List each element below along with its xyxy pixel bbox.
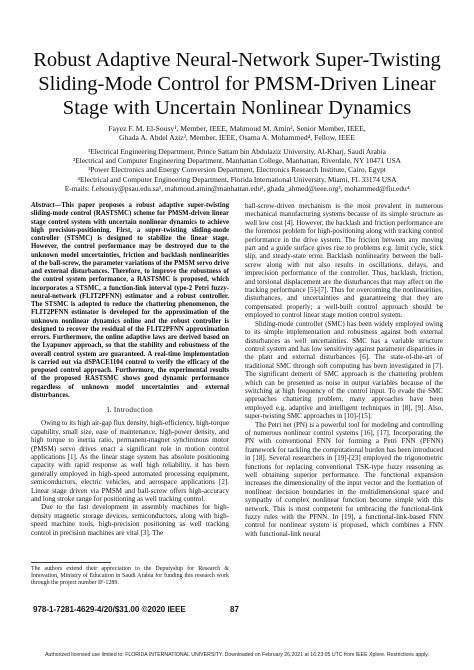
affiliation-list [36, 147, 438, 193]
footnote-divider [31, 562, 111, 563]
section-heading: I. Introduction [106, 406, 154, 414]
funding-footnote: The authors extend their appreciation to the Deputyship for Research & Innovation, Ministry of Education in Saudi Arabia for funding this research work through the project number IF-1289. [31, 566, 229, 587]
author-list [40, 124, 434, 142]
download-notice: Authorized licensed use limited to: FLORIDA INTERNATIONAL UNIVERSITY. Downloaded on February 26,2021 at 16:23:05 UTC from IEEE Xplore. Restrictions apply. [45, 652, 429, 658]
body-paragraph: Due to the fast development in assembly machines for high-density magnetic storage devices, semiconductors, along with high-speed machine tools, high-precision positioning as well tracking control in precision machines are vital [3]. The [31, 503, 229, 537]
body-paragraph: The Petri net (PN) is a powerful tool for modeling and controlling of numerous nonlinear control systems [16], [17]. Incorporating the PN with conventional FNN for forming a Petri FNN (PFNN) framework for tackling the computational burden has been introduced in [18]. Several researchers in [19]-[23] employed the trigonometric functions for replacing conventional TSK-type fuzzy reasoning as well obtaining superior performance. The functional expansion increases the dimensionality of the input vector and the formation of nonlinear decision boundaries in the multidimensional space and sympathy of complex nonlinear function become simple with this network. This is most competent for embracing the functional-link fuzzy rules with the PFNN. In [19], a functional-link-based FNN control for nonlinear system is proposed, which combines a FNN with functional-link neural [245, 420, 443, 538]
right-column [245, 202, 443, 538]
abstract [31, 202, 229, 400]
affiliation-line: ¹Electrical Engineering Department, Prince Sattam bin Abdulaziz University, Al-Kharj, Saudi Arabia [88, 147, 386, 156]
body-paragraph: ball-screw-driven mechanism is the most prevalent in numerous mechanical manufacturing systems because of its simple structure as well low cost [4]. However, the backlash and friction performance are the foremost problem for high-positioning along with tracking control performance in the drive system. The friction between any moving part and a guide surface gives rise to problems e.g. limit cycle, stick slip, and steady-state error. Backlash nonlinearity between the ball-screw along with nut also results in oscillations, delays, and imprecision performance of the controller. Thus, backlash, friction, and torsional displacement are the disturbances that may affect on the tracking performance [5]-[7]. Thus for overcoming the nonlinearities, disturbances, and uncertainties and guaranteeing that they are compensated properly; a well-built control approach should be employed to control linear stage motion control system. [245, 202, 443, 320]
abstract-lead: Abstract [31, 202, 55, 209]
body-paragraph: Owing to its high air-gap flux density, high-efficiency, high-torque capability, small size, ease of maintenance, high-power density, and high torque to inertia ratio, permanent-magnet synchronous motor (PMSM) servo drives enact a significant role in motion control applications [1]. As the linear stage system has absolute positioning capacity with rapid response as well high reliability, it has been generally employed in high-speed automated processing equipment, semiconductors, electric vehicles, and aerospace applications [2]. Linear stage driven via PMSM and ball-screw offers high-accuracy and long stroke range for positioning as well tracking control. [31, 419, 229, 504]
affiliation-line: ⁴Electrical and Computer Engineering Department, Florida International University, Miami, FL 33174 USA [77, 174, 397, 184]
page-number: 87 [230, 605, 239, 614]
left-column [31, 202, 229, 537]
author-line: Fayez F. M. El-Sousy¹, Member, IEEE, Mahmoud M. Amin², Senior Member, IEEE, [108, 124, 366, 133]
body-paragraph: Sliding-mode controller (SMC) has been widely employed owing to its simple implementation and robustness against both external disturbances as well uncertainties. SMC has a variable structure control system and has low sensitivity against parameter disparities in the plant and external disturbances [6]. The state-of-the-art of traditional SMC through soft computing has been investigated in [7]. The significant demerit of SMC approach is the chattering problem which can be presented as noise in output variables because of the switching at high frequency of the control input. To evade the SMC approaches chattering problem, many approaches have been employed e.g. adaptive and intelligent techniques in [8], [9]. Also, super-twisting SMC approaches in [10]-[15]. [245, 319, 443, 421]
paper-title: Robust Adaptive Neural-Network Super-Twisting Sliding-Mode Control for PMSM-Driven Linear Stage with Uncertain Nonlinear Dynamics [33, 49, 441, 119]
copyright-line: 978-1-7281-4629-4/20/$31.00 ©2020 IEEE [33, 605, 186, 614]
email-line: E-mails: f.elsousy@psau.edu.sa¹, mahmoud.amin@manhattan.edu², ghada_ahmed@ieee.org³, mohammed@fiu.edu⁴ [64, 183, 410, 193]
affiliation-line: ³Power Electronics and Energy Conversion Department, Electronics Research Institute, Cairo, Egypt [88, 165, 386, 175]
abstract-text: —This paper proposes a robust adaptive super-twisting sliding-mode control (RASTSMC) scheme for PMSM-driven linear stage control system with uncertain nonlinear dynamics to achieve high precision-positioning. First, a super-twisting sliding-mode controller (STSMC) is designed to stabilize the linear stage. However, the control performance may be destroyed due to the unknown model uncertainties, friction and backlash nonlinearities of the ball-screw, the parameter variations of the PMSM servo drive and external disturbances. Therefore, to improve the robustness of the control system performance, a RASTSMC is proposed, which incorporates a STSMC, a function-link interval type-2 Petri fuzzy-neural-network (FLIT2PFNN) estimator and a robust controller. The STSMC is adopted to reduce the chattering phenomenon, the FLIT2PFNN estimator is developed for the approximation of the unknown nonlinear dynamics online and the robust controller is designed to recover the residual of the FLIT2PFNN approximation errors. Furthermore, the online adaptive laws are derived based on the Lyapunov approach, so that the stability and robustness of the overall control system are guaranteed. A real-time implementation is carried out via dSPACE1104 control to verify the efficacy of the proposed control approach. Furthermore, the experimental results of the proposed RASTSMC shows good dynamic performance regardless of unknown model uncertainties and external disturbances. [31, 202, 229, 399]
author-line: Ghada A. Abdel Aziz³, Member, IEEE, Osama A. Mohammed⁴, Fellow, IEEE [119, 133, 355, 143]
affiliation-line: ²Electrical and Computer Engineering Department, Manhattan College, Manhattan, Riverdale, NY 10471 USA [72, 156, 402, 166]
